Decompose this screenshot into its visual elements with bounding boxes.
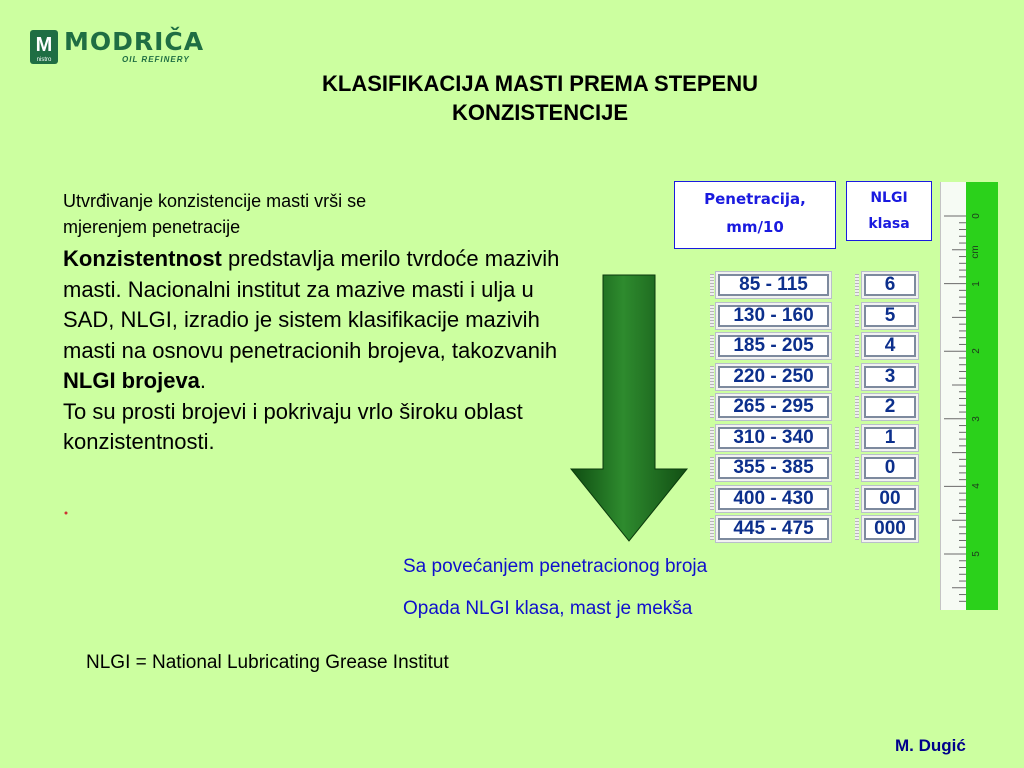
row-tick-strip xyxy=(855,335,859,357)
ruler-number: 0 xyxy=(971,213,982,219)
nlgi-class-value: 3 xyxy=(864,366,916,388)
logo-mark-icon xyxy=(30,30,58,64)
slide-title-line1: KLASIFIKACIJA MASTI PREMA STEPENU xyxy=(322,71,758,96)
penetration-header-line2: mm/10 xyxy=(726,218,784,236)
definition-paragraph xyxy=(63,244,563,458)
ruler-unit: cm xyxy=(970,245,981,259)
logo-name: MODRIČA xyxy=(64,27,205,56)
row-tick-strip xyxy=(855,366,859,388)
logo-mark-sub: nistro xyxy=(36,57,52,63)
row-tick-strip xyxy=(710,427,714,449)
penetration-value: 185 - 205 xyxy=(718,335,829,357)
penetration-header-line1: Penetracija, xyxy=(704,190,806,208)
penetration-value: 220 - 250 xyxy=(718,366,829,388)
author-name: M. Dugić xyxy=(895,736,966,755)
row-tick-strip xyxy=(855,457,859,479)
slide-title xyxy=(190,69,890,127)
logo-mark-letter: M xyxy=(35,34,53,56)
row-tick-strip xyxy=(855,396,859,418)
nlgi-class-value: 000 xyxy=(864,518,916,540)
nlgi-class-value: 2 xyxy=(864,396,916,418)
row-tick-strip xyxy=(710,274,714,296)
nlgi-class-value: 1 xyxy=(864,427,916,449)
nlgi-header-line1: NLGI xyxy=(870,190,908,206)
penetration-value: 265 - 295 xyxy=(718,396,829,418)
intro-text xyxy=(63,188,543,240)
row-tick-strip xyxy=(710,457,714,479)
nlgi-class-value: 5 xyxy=(864,305,916,327)
nlgi-abbreviation: NLGI = National Lubricating Grease Institut xyxy=(86,652,449,673)
nlgi-class-value: 6 xyxy=(864,274,916,296)
bullet-dot-icon xyxy=(63,510,69,516)
nlgi-class-value: 4 xyxy=(864,335,916,357)
penetration-value: 130 - 160 xyxy=(718,305,829,327)
down-arrow-icon xyxy=(570,274,688,542)
row-tick-strip xyxy=(710,366,714,388)
row-tick-strip xyxy=(855,305,859,327)
nlgi-header-line2: klasa xyxy=(868,216,910,232)
penetration-header xyxy=(674,181,836,249)
row-tick-strip xyxy=(710,305,714,327)
penetration-value: 445 - 475 xyxy=(718,518,829,540)
intro-line1: Utvrđivanje konzistencije masti vrši se xyxy=(63,191,367,211)
ruler-number: 2 xyxy=(971,348,982,354)
row-tick-strip xyxy=(855,274,859,296)
row-tick-strip xyxy=(855,518,859,540)
paragraph-part3: To su prosti brojevi i pokrivaju vrlo široku oblast konzistentnosti. xyxy=(63,398,523,454)
row-tick-strip xyxy=(855,488,859,510)
note-nlgi-decrease: Opada NLGI klasa, mast je mekša xyxy=(403,598,693,619)
penetration-value: 355 - 385 xyxy=(718,457,829,479)
row-tick-strip xyxy=(710,488,714,510)
paragraph-part2: . xyxy=(199,368,207,393)
slide-title-line2: KONZISTENCIJE xyxy=(451,100,629,125)
ruler-number: 4 xyxy=(971,483,982,489)
intro-line2: mjerenjem penetracije xyxy=(63,217,241,237)
term-nlgi-numbers: NLGI brojeva xyxy=(63,368,200,393)
nlgi-class-value: 00 xyxy=(864,488,916,510)
row-tick-strip xyxy=(710,518,714,540)
ruler-number: 1 xyxy=(971,281,982,287)
ruler-number: 5 xyxy=(971,551,982,557)
term-consistency: Konzistentnost xyxy=(63,246,222,271)
row-tick-strip xyxy=(710,396,714,418)
paragraph-part1: predstavlja merilo tvrdoće mazivih masti. Nacionalni institut za mazive masti i ulja u SAD, NLGI, izradio je sistem klasifikacije mazivih masti na osnovu penetracionih brojeva, takozvanih xyxy=(63,246,560,363)
row-tick-strip xyxy=(855,427,859,449)
row-tick-strip xyxy=(710,335,714,357)
ruler-number: 3 xyxy=(971,416,982,422)
penetration-value: 85 - 115 xyxy=(718,274,829,296)
penetration-value: 310 - 340 xyxy=(718,427,829,449)
logo-subtitle: OIL REFINERY xyxy=(122,55,190,64)
penetration-value: 400 - 430 xyxy=(718,488,829,510)
nlgi-header xyxy=(846,181,932,241)
nlgi-class-value: 0 xyxy=(864,457,916,479)
company-logo xyxy=(30,28,205,68)
note-penetration-increase: Sa povećanjem penetracionog broja xyxy=(403,556,708,577)
